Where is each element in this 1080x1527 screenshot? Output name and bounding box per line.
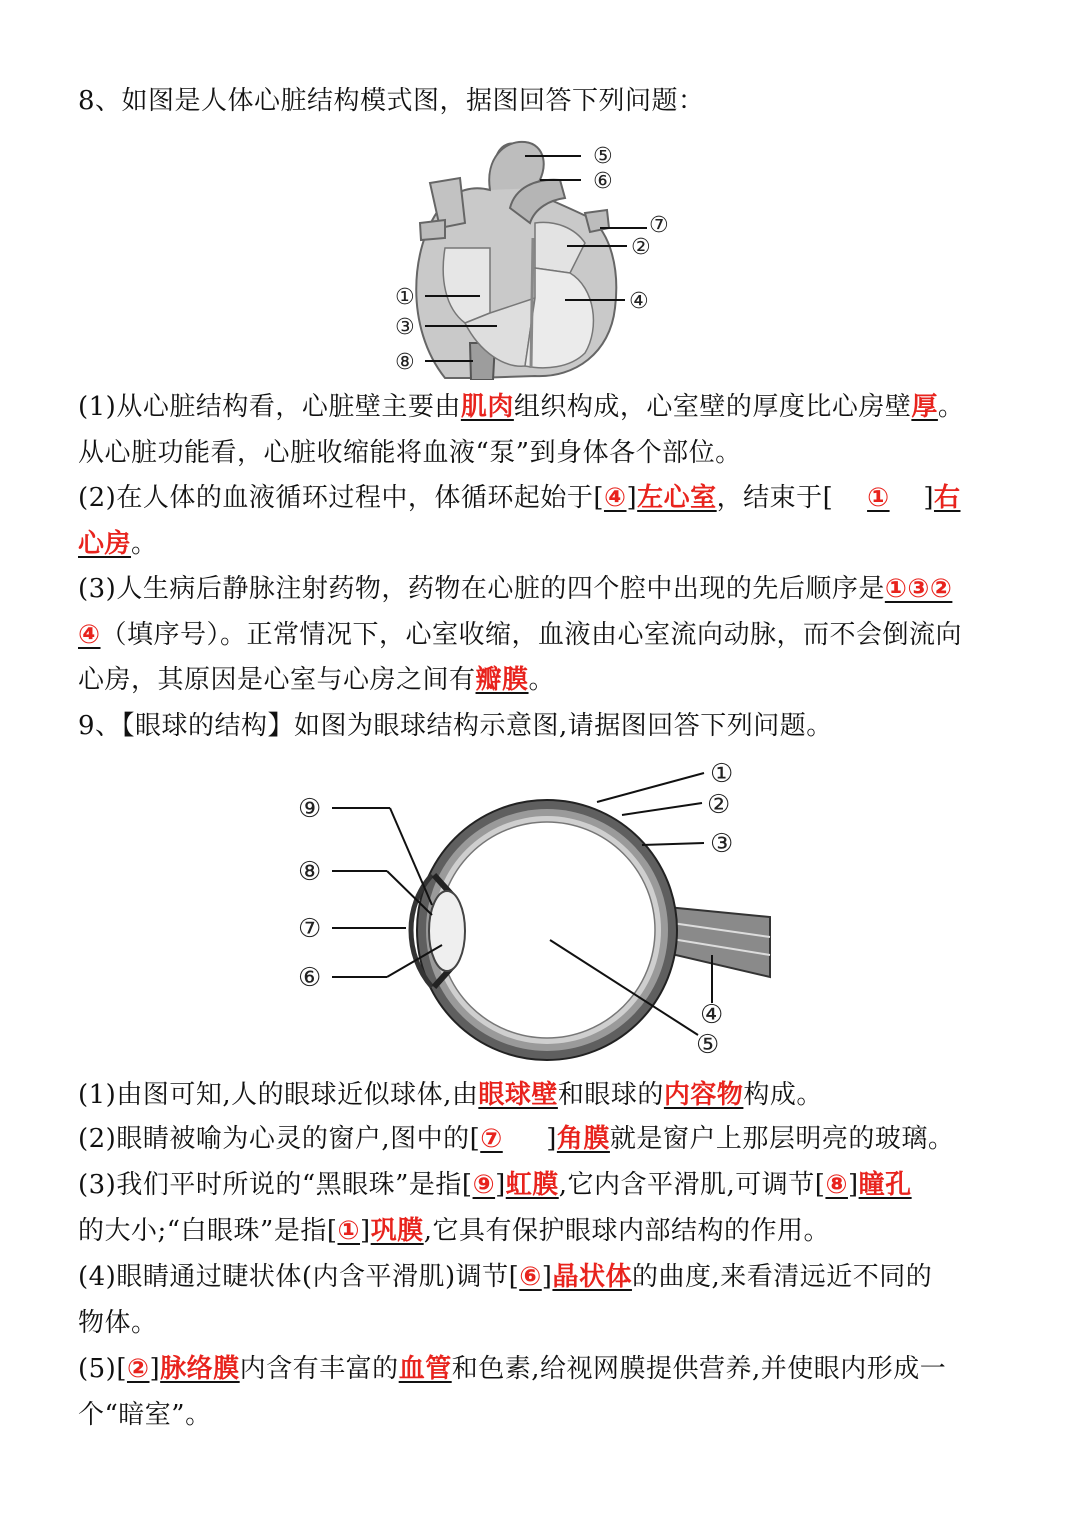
septum [531,238,533,368]
vitreous-body [439,822,655,1038]
answer-iris: 虹膜 [505,1170,559,1200]
text: (3)我们平时所说的“黑眼珠”是指[ [78,1170,473,1200]
text: ] [149,1354,161,1384]
q8-answer-2 [78,481,961,515]
heart-label-8: ⑧ [395,350,415,375]
text: 和色素,给视网膜提供营养,并使眼内形成一 [451,1354,947,1384]
text: 构成。 [743,1080,823,1110]
eye-label-6: ⑥ [298,963,322,993]
answer-sclera: 巩膜 [370,1216,424,1246]
text: ] [626,483,638,513]
q9-answer-5-line2: 个“暗室”。 [78,1400,212,1430]
text: ] [541,1262,553,1292]
answer-num-6: ⑥ [519,1262,542,1292]
answer-num-9: ⑨ [472,1170,496,1200]
eye-label-5: ⑤ [696,1030,720,1060]
eye-label-9: ⑨ [298,794,322,824]
text: 。 [937,392,965,422]
q9-answer-3-line2 [78,1214,830,1248]
text: 。 [528,665,556,695]
answer-left-ventricle: 左心室 [637,483,717,513]
q8-answer-2-line2 [78,527,158,561]
text: ] [847,1170,859,1200]
answer-num-2: ② [126,1354,150,1384]
answer-valve: 瓣膜 [475,665,529,695]
eye-diagram [292,755,772,1065]
answer-num-7: ⑦ [480,1124,503,1154]
answer-order-part2: ④ [78,620,101,650]
left-pulmonary-vein [420,220,445,240]
heart-label-1: ① [395,285,415,310]
answer-muscle: 肌肉 [460,392,514,422]
q9-answer-3 [78,1168,912,1202]
text: ] [546,1124,557,1154]
answer-cornea: 角膜 [556,1124,610,1154]
q8-answer-3-line2 [78,618,962,652]
text: 就是窗户上那层明亮的玻璃。 [609,1124,955,1154]
text: 。 [131,529,158,559]
q8-answer-1 [78,390,964,424]
q9-answer-4-line2: 物体。 [78,1308,158,1338]
eye-label-3: ③ [710,829,734,859]
answer-lens: 晶状体 [552,1262,632,1292]
heart-label-4: ④ [629,289,649,314]
eye-label-8: ⑧ [298,857,322,887]
text: (1)由图可知,人的眼球近似球体,由 [78,1080,479,1110]
text: (3)人生病后静脉注射药物，药物在心脏的四个腔中出现的先后顺序是 [78,574,885,604]
answer-choroid: 脉络膜 [160,1354,240,1384]
text: 心房，其原因是心室与心房之间有 [78,665,476,695]
text: 组织构成，心室壁的厚度比心房壁 [513,392,912,422]
text: ] [360,1216,371,1246]
text: 和眼球的 [557,1080,664,1110]
answer-pupil: 瞳孔 [858,1170,912,1200]
answer-contents: 内容物 [663,1080,744,1110]
text: 的大小;“白眼珠”是指[ [78,1216,338,1246]
text: ,它内含平滑肌,可调节[ [558,1170,826,1200]
lens [429,891,465,971]
q8-answer-3-line3 [78,663,555,697]
text: (2)在人体的血液循环过程中，体循环起始于[ [78,483,604,513]
answer-blood-vessels: 血管 [398,1354,452,1384]
text: (5)[ [78,1354,127,1384]
q8-title: 8、如图是人体心脏结构模式图，据图回答下列问题： [78,86,705,116]
answer-right-atrium-part2: 心房 [78,529,132,559]
text: 的曲度,来看清远近不同的 [631,1262,933,1292]
text: (1)从心脏结构看，心脏壁主要由 [78,392,461,422]
answer-num-1: ① [867,483,890,513]
optic-nerve [667,907,770,977]
q8-answer-1-line2: 从心脏功能看，心脏收缩能将血液“泵”到身体各个部位。 [78,438,742,468]
text: 内含有丰富的 [239,1354,399,1384]
q8-answer-3 [78,572,952,606]
heart-label-6: ⑥ [593,169,613,194]
text: (2)眼睛被喻为心灵的窗户,图中的[ [78,1124,481,1154]
answer-num-8: ⑧ [825,1170,848,1200]
text: (4)眼睛通过睫状体(内含平滑肌)调节[ [78,1262,520,1292]
text: ,它具有保护眼球内部结构的作用。 [423,1216,830,1246]
answer-right-part1: 右 [933,483,961,513]
heart-label-3: ③ [395,315,415,340]
answer-num-1b: ① [337,1216,361,1246]
answer-order-part1: ①③② [884,574,953,604]
text: ，结束于[ [716,483,834,513]
answer-thick: 厚 [911,392,938,422]
text: （填序号）。正常情况下，心室收缩，血液由心室流向动脉，而不会倒流向 [100,620,963,650]
eye-label-7: ⑦ [298,914,322,944]
q9-answer-4 [78,1260,932,1294]
eye-label-1: ① [710,759,734,789]
answer-eyeball-wall: 眼球壁 [478,1080,558,1110]
text: ] [495,1170,506,1200]
eye-label-2: ② [707,790,731,820]
heart-label-5: ⑤ [593,144,613,169]
heart-label-7: ⑦ [649,213,669,238]
q9-answer-1 [78,1078,823,1112]
q9-title: 9、【眼球的结构】如图为眼球结构示意图,请据图回答下列问题。 [78,711,833,741]
text: ] [923,483,934,513]
eye-label-4: ④ [700,1000,724,1030]
answer-num-4: ④ [603,483,627,513]
q9-answer-5 [78,1352,946,1386]
q9-answer-2 [78,1122,954,1156]
heart-label-2: ② [631,235,651,260]
heart-diagram [385,128,685,380]
